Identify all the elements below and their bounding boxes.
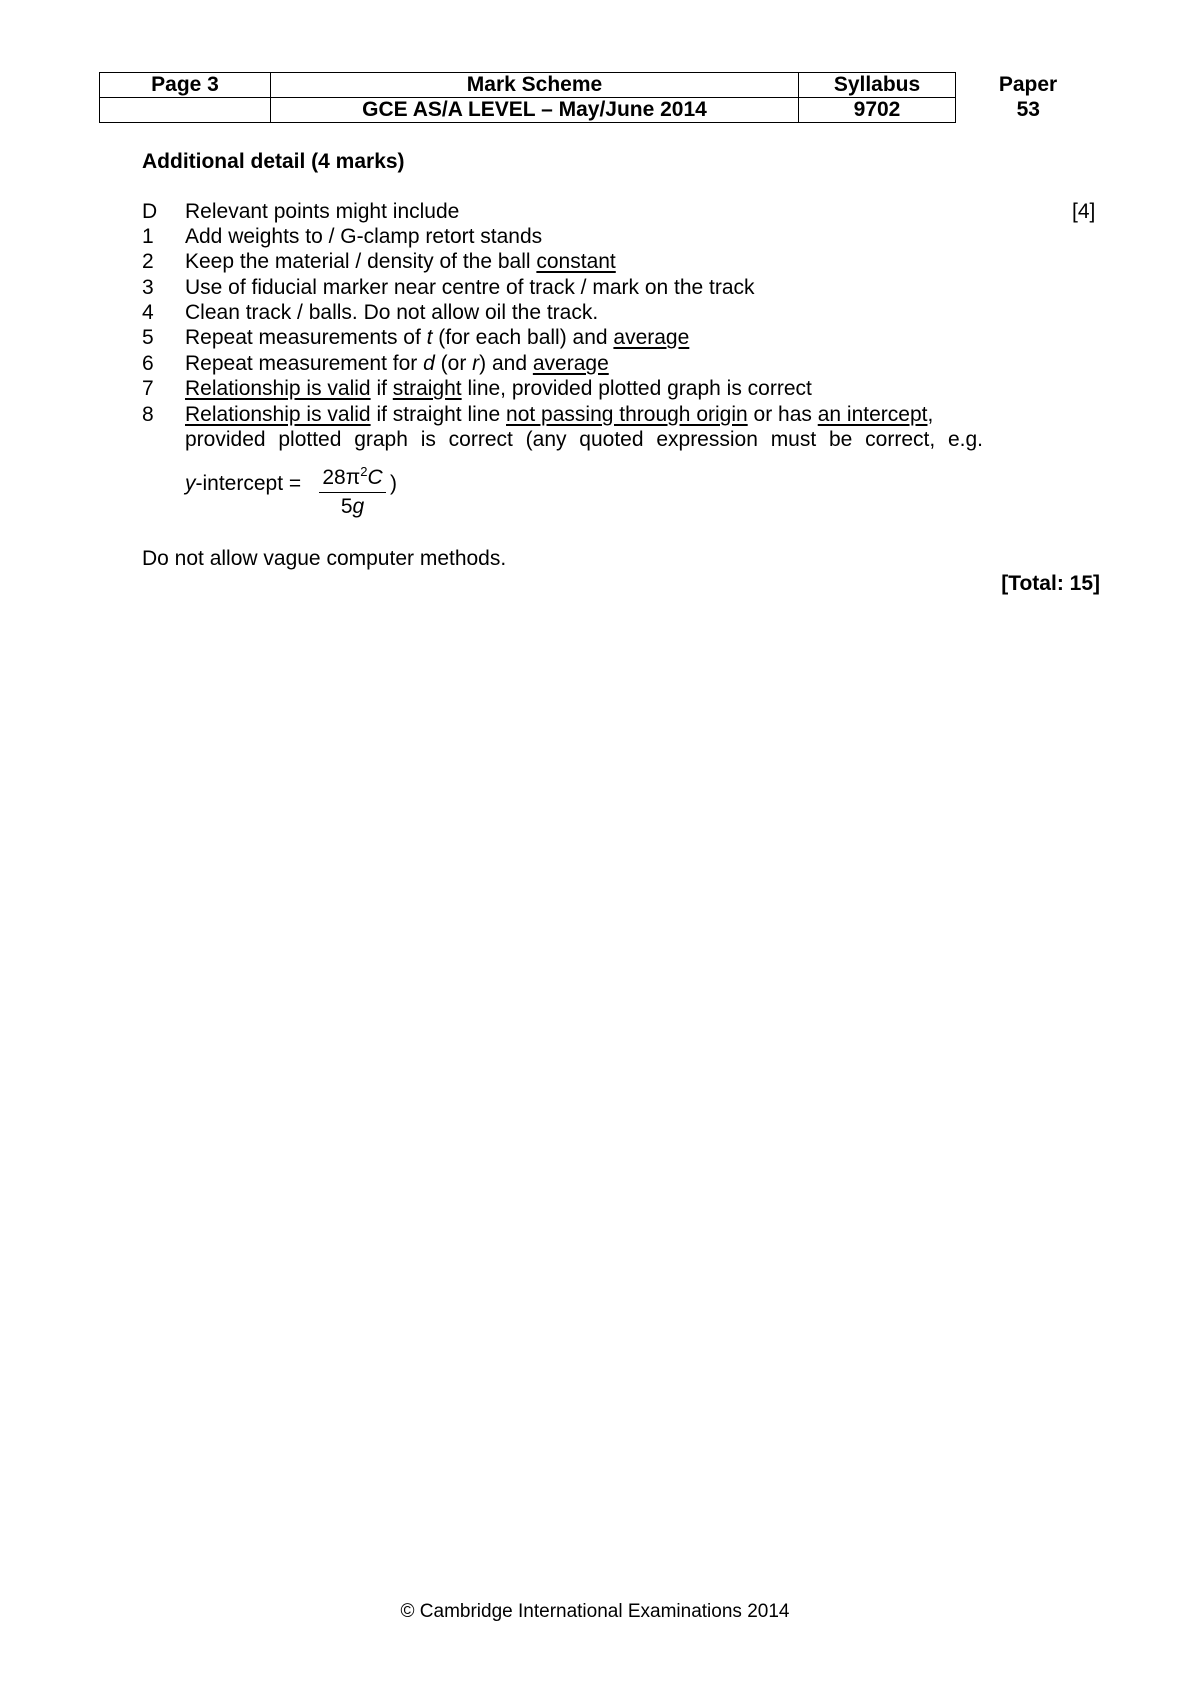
item-text: Relationship is valid if straight line not passing through origin or has an intercept,: [185, 403, 934, 426]
syllabus-label: Syllabus: [799, 73, 956, 98]
item-number: 6: [142, 352, 154, 375]
marks-badge: [4]: [1072, 200, 1096, 223]
syllabus-code: 9702: [799, 98, 956, 123]
item-text: Relationship is valid if straight line, provided plotted graph is correct: [185, 377, 812, 400]
fraction-bar: [319, 492, 386, 493]
item-number: 2: [142, 250, 154, 273]
item-text-continued: provided plotted graph is correct (any quoted expression must be correct, e.g.: [185, 428, 983, 451]
formula-fraction: [319, 459, 386, 520]
item-number: D: [142, 200, 158, 223]
formula-close-paren: ): [390, 472, 397, 495]
page-empty-cell: [100, 98, 271, 123]
note-text: Do not allow vague computer methods.: [142, 547, 507, 570]
paper-number: 53: [1016, 98, 1040, 121]
item-text: Repeat measurement for d (or r) and average: [185, 352, 609, 375]
item-number: 1: [142, 225, 154, 248]
formula-label: y-intercept =: [185, 472, 302, 495]
item-number: 5: [142, 326, 154, 349]
item-number: 7: [142, 377, 154, 400]
item-text: Add weights to / G-clamp retort stands: [185, 225, 543, 248]
exam-title: GCE AS/A LEVEL – May/June 2014: [271, 98, 799, 123]
item-text: Keep the material / density of the ball constant: [185, 250, 616, 273]
paper-label: Paper: [998, 73, 1058, 96]
scheme-label: Mark Scheme: [271, 73, 799, 98]
item-number: 4: [142, 301, 154, 324]
formula-denominator: 5g: [340, 495, 365, 518]
item-number: 8: [142, 403, 154, 426]
footer-copyright: © Cambridge International Examinations 2014: [400, 1601, 790, 1622]
header-table: [99, 72, 1101, 123]
item-text: Repeat measurements of t (for each ball) and average: [185, 326, 690, 349]
item-text: Clean track / balls. Do not allow oil the track.: [185, 301, 599, 324]
formula-numerator: $28\pi^2C$: [322, 464, 383, 489]
item-text: Use of fiducial marker near centre of track / mark on the track: [185, 276, 755, 299]
total-marks: [Total: 15]: [1001, 572, 1100, 595]
page-label: Page 3: [100, 73, 271, 98]
item-text: Relevant points might include: [185, 200, 460, 223]
section-title: Additional detail (4 marks): [142, 150, 405, 173]
item-number: 3: [142, 276, 154, 299]
